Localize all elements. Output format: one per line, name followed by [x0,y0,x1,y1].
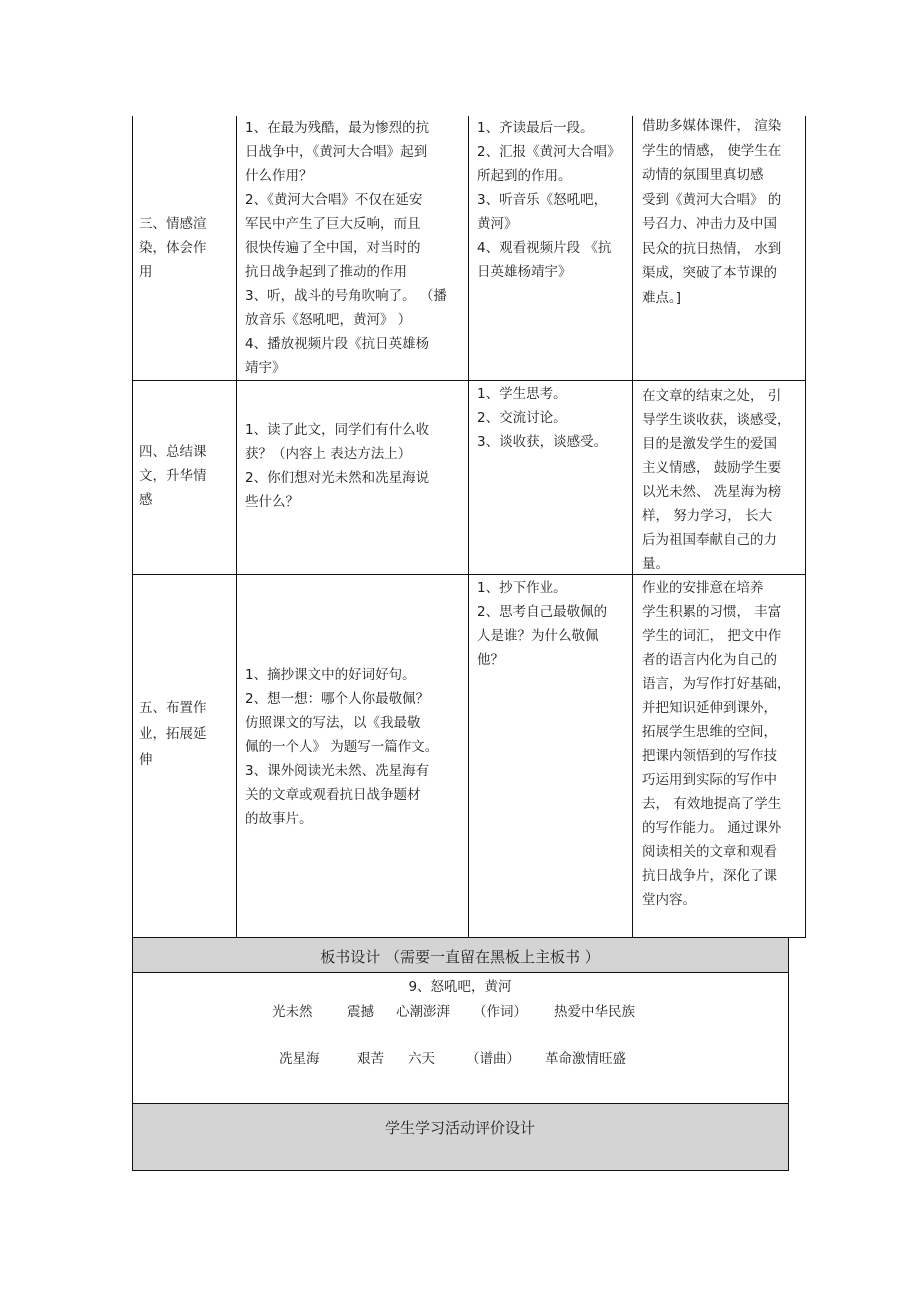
student-line: 2、交流讨论。 [477,410,567,426]
intent-line: 导学生谈收获，谈感受， [642,412,791,428]
board-word: 六天 [408,1051,435,1067]
student-line: 他？ [477,652,504,668]
row1-stage-line: 染，体会作 [139,240,207,256]
row1-stage-line: 用 [139,264,153,280]
row3-teacher-activity [245,663,438,831]
intent-line: 巧运用到实际的写作中 [642,772,777,788]
teacher-line: 靖宇》 [245,360,286,376]
teacher-line: 很快传遍了全中国，对当时的 [245,240,421,256]
intent-line: 学生积累的习惯， 丰富 [642,604,782,620]
student-line: 4、观看视频片段 《抗 [477,240,612,256]
teacher-line: 仿照课文的写法，以《我最敬 [245,715,421,731]
intent-line: 渠成，突破了本节课的 [642,265,777,281]
board-design-header: 板书设计 （需要一直留在黑板上主板书 ） [320,948,600,966]
row3-student-activity [477,576,607,672]
row1-student-activity [477,116,621,284]
intent-line: 抗日战争片，深化了课 [642,868,777,884]
student-line: 1、学生思考。 [477,386,567,402]
teacher-line: 关的文章或观看抗日战争题材 [245,787,421,803]
board-word: 革命激情旺盛 [545,1051,626,1067]
teacher-line: 1、在最为残酷，最为惨烈的抗 [245,120,430,136]
teacher-line: 什么作用？ [245,168,313,184]
board-word: 震撼 [347,1004,374,1020]
board-header-divider [132,972,789,973]
evaluation-header: 学生学习活动评价设计 [384,1119,535,1137]
row2-stage-line: 四、总结课 [139,444,207,460]
table-divider-2 [468,116,469,938]
table-border-left [132,116,133,938]
teacher-line: 获？（内容上 表达方法上） [245,446,412,462]
row2-stage-line: 文，升华情 [139,468,207,484]
board-role: （谱曲） [466,1051,520,1067]
teacher-line: 2、《黄河大合唱》不仅在延安 [245,192,423,208]
teacher-line: 的故事片。 [245,811,313,827]
row1-design-intent [642,114,781,310]
teacher-line: 3、听，战斗的号角吹响了。 （播 [245,288,447,304]
teacher-line: 1、摘抄课文中的好词好句。 [245,667,416,683]
row3-stage-line: 伸 [139,752,153,768]
teacher-line: 1、读了此文，同学们有什么收 [245,422,430,438]
intent-line: 去， 有效地提高了学生 [642,796,782,812]
student-line: 1、齐读最后一段。 [477,120,594,136]
row3-stage [139,695,207,773]
intent-line: 后为祖国奉献自己的力 [642,532,777,548]
evaluation-bottom-border [132,1170,789,1171]
intent-line: 语言，为写作打好基础， [642,676,791,692]
intent-line: 主义情感， 鼓励学生要 [642,460,782,476]
teacher-line: 抗日战争起到了推动的作用 [245,264,407,280]
student-line: 2、汇报《黄河大合唱》 [477,144,621,160]
board-person: 冼星海 [279,1051,320,1067]
teacher-line: 4、播放视频片段《抗日英雄杨 [245,336,430,352]
intent-line: 以光未然、 冼星海为榜 [642,484,782,500]
row3-stage-line: 业，拓展延 [139,726,207,742]
teacher-line: 佩的一个人》 为题写一篇作文。 [245,739,439,755]
row2-student-activity [477,382,607,454]
intent-line: 学生的情感， 使学生在 [642,142,782,159]
row3-design-intent [642,576,791,912]
intent-line: 难点。] [642,289,682,306]
intent-line: 并把知识延伸到课外， [642,700,777,716]
row2-teacher-activity [245,418,429,514]
row1-stage-line: 三、情感渲 [139,216,207,232]
board-word: 艰苦 [357,1051,384,1067]
board-word: 心潮澎湃 [396,1004,450,1020]
intent-line: 的写作能力。 通过课外 [642,820,782,836]
intent-line: 动情的氛围里真切感 [642,167,764,183]
student-line: 日英雄杨靖宇》 [477,264,572,280]
row1-teacher-activity [245,116,447,380]
intent-line: 民众的抗日热情， 水到 [642,240,782,257]
intent-line: 阅读相关的文章和观看 [642,844,777,860]
board-word: 热爱中华民族 [554,1004,635,1020]
student-line: 所起到的作用。 [477,168,572,184]
student-line: 2、思考自己最敬佩的 [477,604,608,620]
teacher-line: 放音乐《怒吼吧，黄河》 ） [245,312,412,328]
board-title: 9、怒吼吧，黄河 [408,979,512,995]
intent-line: 目的是激发学生的爱国 [642,436,777,452]
intent-line: 堂内容。 [642,892,696,908]
intent-line: 量。 [642,556,669,572]
row2-design-intent [642,384,791,576]
intent-line: 拓展学生思维的空间， [642,724,777,740]
intent-line: 借助多媒体课件， 渲染 [642,118,782,134]
teacher-line: 2、你们想对光未然和冼星海说 [245,470,430,486]
teacher-line: 些什么？ [245,494,299,510]
intent-line: 样， 努力学习， 长大 [642,508,773,524]
table-border-right [805,116,806,938]
board-person: 光未然 [272,1004,313,1020]
table-divider-3 [632,116,633,938]
row2-stage-line: 感 [139,492,153,508]
teacher-line: 军民中产生了巨大反响，而且 [245,216,421,232]
row-divider-1 [132,380,806,381]
row1-stage [139,212,207,284]
board-role: （作词） [473,1004,527,1020]
intent-line: 把课内领悟到的写作技 [642,748,777,764]
intent-line: 号召力、冲击力及中国 [642,216,777,232]
table-divider-1 [236,116,237,938]
intent-line: 在文章的结束之处， 引 [642,388,782,404]
intent-line: 学生的词汇， 把文中作 [642,628,782,644]
student-line: 3、听音乐《怒吼吧， [477,192,608,208]
student-line: 人是谁？为什么敬佩 [477,628,599,644]
intent-line: 者的语言内化为自己的 [642,652,777,668]
intent-line: 受到《黄河大合唱》 的 [642,191,782,208]
student-line: 黄河》 [477,216,518,232]
student-line: 3、谈收获，谈感受。 [477,434,608,450]
intent-line: 作业的安排意在培养 [642,580,764,596]
row2-stage [139,440,207,512]
teacher-line: 2、想一想：哪个人你最敬佩？ [245,691,430,707]
teacher-line: 日战争中，《黄河大合唱》起到 [245,144,428,160]
row3-stage-line: 五、布置作 [139,700,207,716]
teacher-line: 3、课外阅读光未然、冼星海有 [245,763,430,779]
student-line: 1、抄下作业。 [477,580,567,596]
